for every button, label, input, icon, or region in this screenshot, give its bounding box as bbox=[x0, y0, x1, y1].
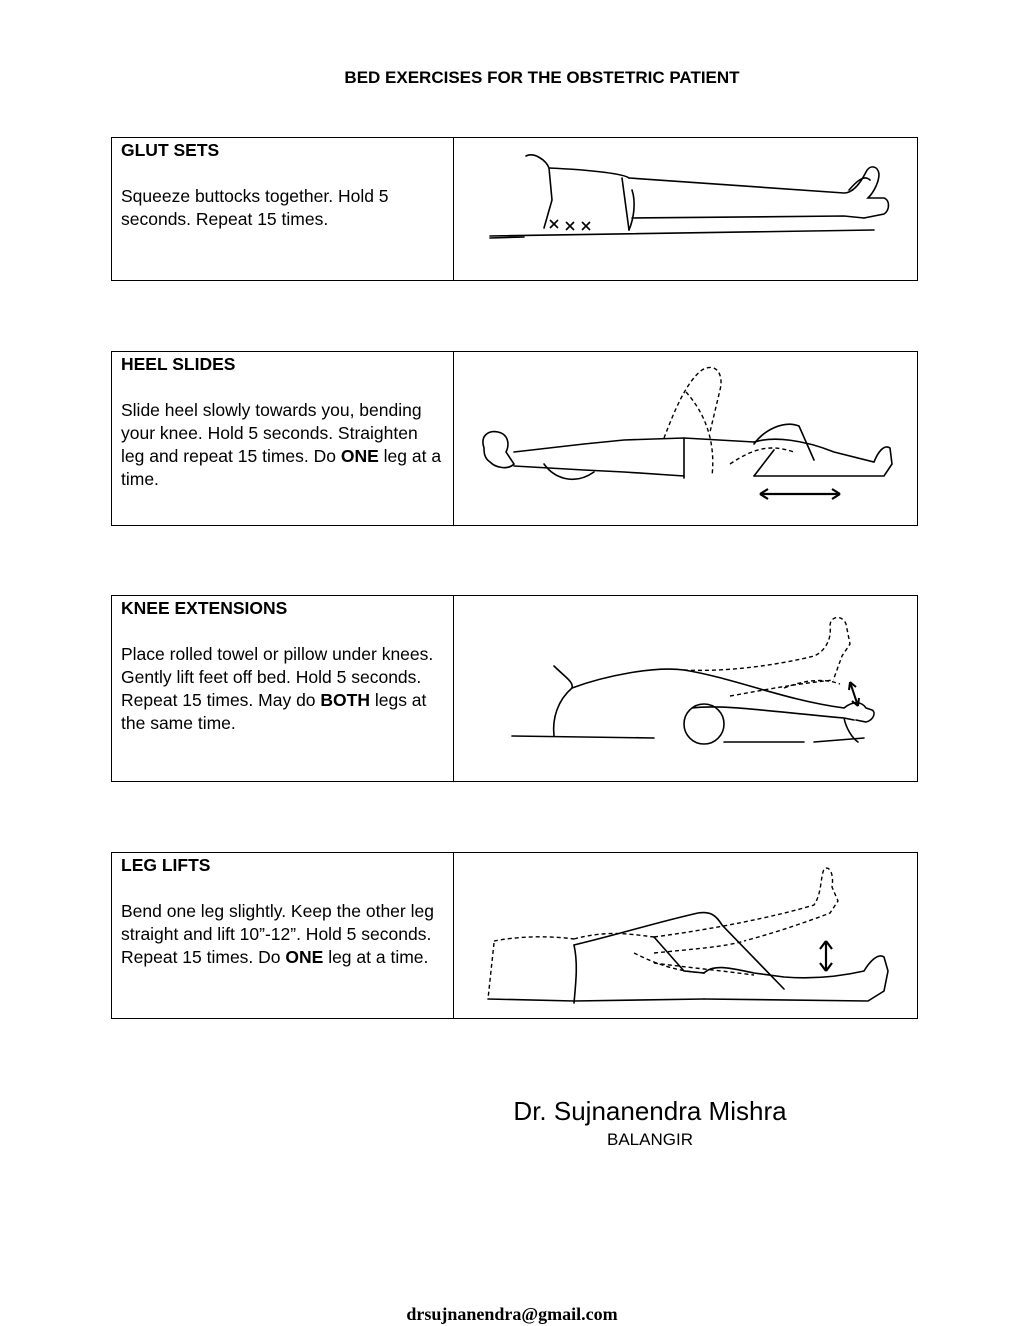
document-title: BED EXERCISES FOR THE OBSTETRIC PATIENT bbox=[344, 68, 740, 87]
exercise-text bbox=[112, 138, 454, 280]
exercise-illustration bbox=[454, 596, 917, 781]
exercise-illustration bbox=[454, 352, 917, 525]
exercise-title: HEEL SLIDES bbox=[121, 354, 236, 374]
exercise-illustration bbox=[454, 138, 917, 280]
exercise-description: Place rolled towel or pillow under knees. Gently lift feet off bed. Hold 5 seconds. Repeat 15 times. May do BOTH legs at the same time. bbox=[121, 644, 434, 733]
exercise-illustration bbox=[454, 853, 917, 1018]
exercise-text bbox=[112, 853, 454, 1018]
heel-slides-drawing bbox=[454, 352, 919, 525]
exercise-leg-lifts bbox=[111, 852, 918, 1019]
knee-extensions-drawing bbox=[454, 596, 919, 781]
exercise-description: Squeeze buttocks together. Hold 5 seconds. Repeat 15 times. bbox=[121, 186, 389, 229]
leg-lifts-drawing bbox=[454, 853, 919, 1018]
exercise-title: LEG LIFTS bbox=[121, 855, 211, 875]
exercise-knee-extensions bbox=[111, 595, 918, 782]
exercise-description: Bend one leg slightly. Keep the other leg straight and lift 10”-12”. Hold 5 seconds. Repeat 15 times. Do ONE leg at a time. bbox=[121, 901, 434, 967]
exercise-glut-sets bbox=[111, 137, 918, 281]
exercise-heel-slides bbox=[111, 351, 918, 526]
exercise-text bbox=[112, 596, 454, 781]
exercise-title: GLUT SETS bbox=[121, 140, 220, 160]
signature-place: BALANGIR bbox=[607, 1130, 693, 1149]
exercise-title: KNEE EXTENSIONS bbox=[121, 598, 288, 618]
signature-name: Dr. Sujnanendra Mishra bbox=[513, 1096, 787, 1126]
exercise-text bbox=[112, 352, 454, 525]
footer-email: drsujnanendra@gmail.com bbox=[406, 1304, 618, 1324]
exercise-description: Slide heel slowly towards you, bending your knee. Hold 5 seconds. Straighten leg and repeat 15 times. Do ONE leg at a time. bbox=[121, 400, 442, 489]
glut-sets-drawing bbox=[454, 138, 919, 280]
